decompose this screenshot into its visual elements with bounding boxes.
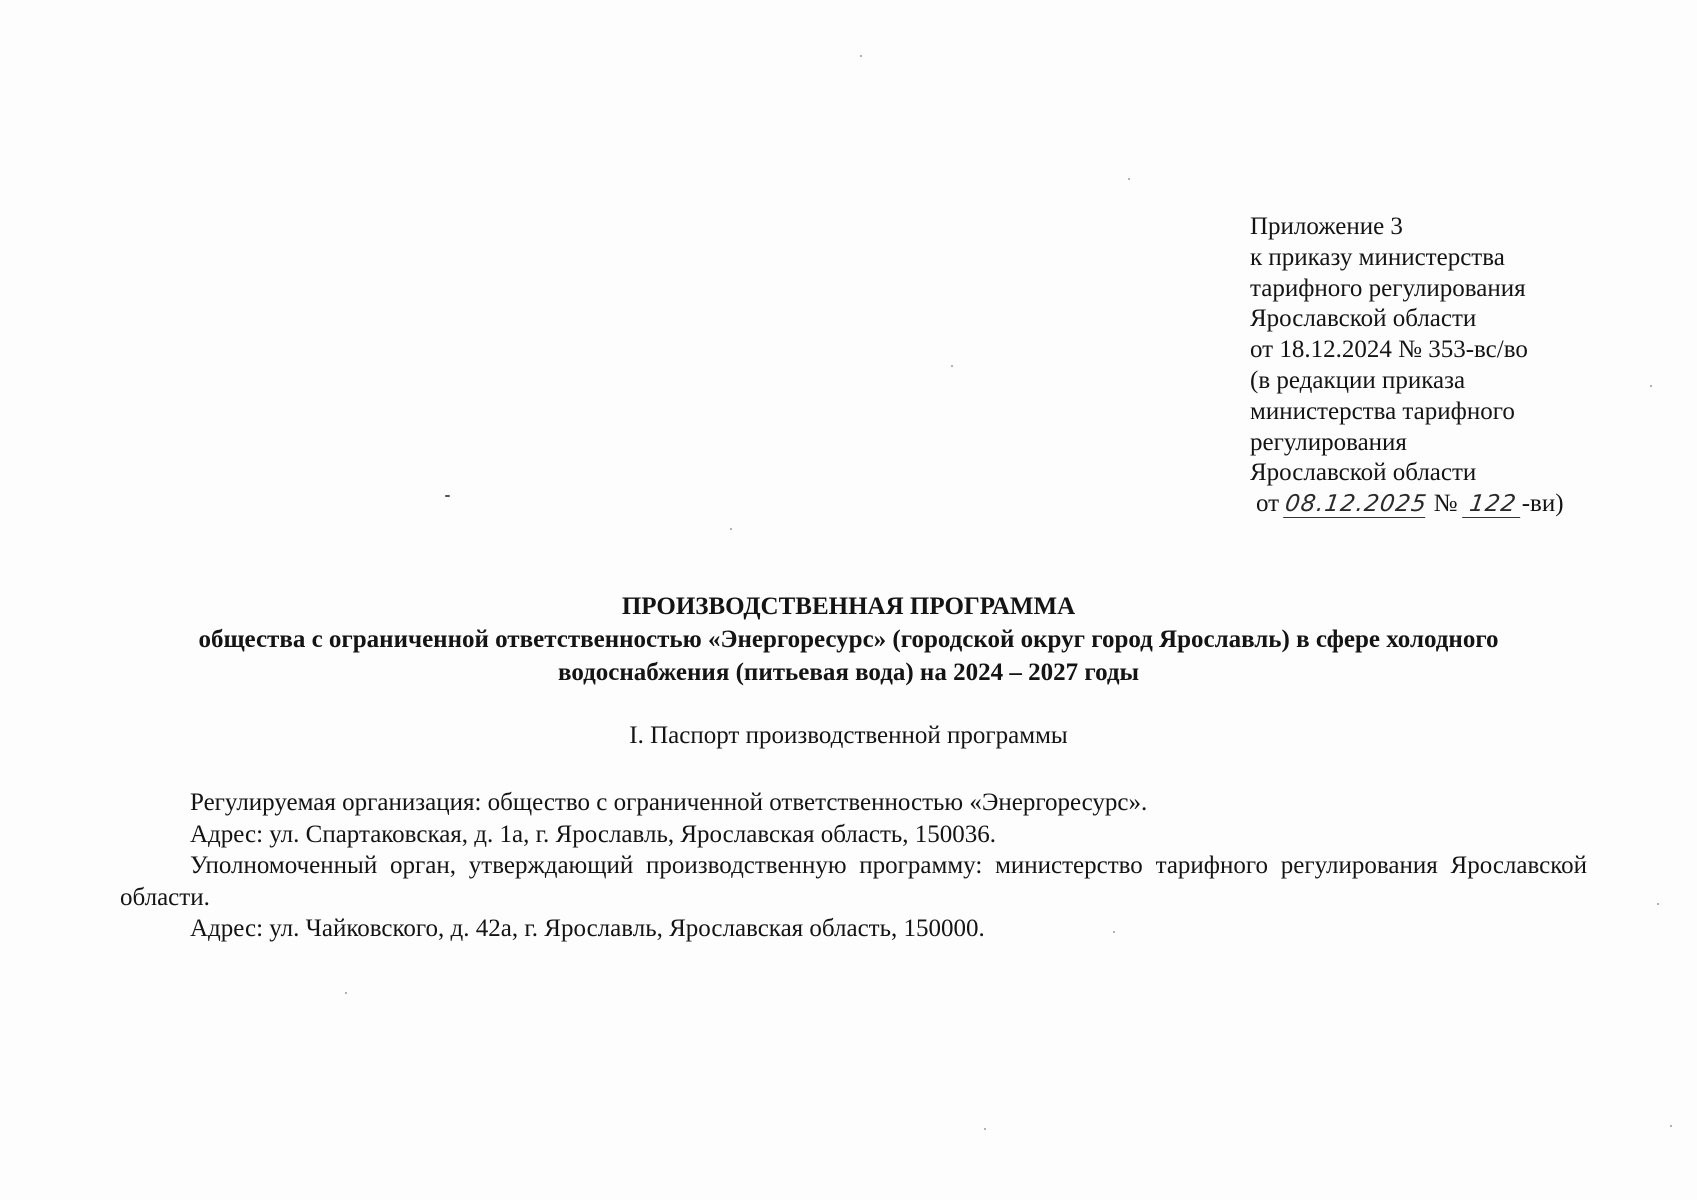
- appendix-line: к приказу министерства: [1250, 243, 1505, 271]
- scan-speck: [445, 495, 450, 497]
- scan-speck: [345, 992, 347, 994]
- appendix-block: [1250, 212, 1670, 520]
- paragraph: Адрес: ул. Чайковского, д. 42а, г. Ярославль, Ярославская область, 150000.: [190, 915, 985, 942]
- appendix-line: от 18.12.2024 № 353-вс/во: [1250, 336, 1528, 364]
- appendix-line: Ярославской области: [1250, 459, 1477, 487]
- appendix-line: Ярославской области: [1250, 305, 1477, 333]
- scan-speck: [1650, 385, 1652, 387]
- paragraph: Адрес: ул. Спартаковская, д. 1а, г. Ярославль, Ярославская область, 150036.: [190, 820, 997, 848]
- section-heading: I. Паспорт производственной программы: [629, 722, 1068, 749]
- scan-speck: [1670, 1125, 1672, 1127]
- date-prefix: от: [1256, 490, 1280, 518]
- appendix-line: Приложение 3: [1250, 213, 1403, 240]
- handwritten-number: 122: [1462, 491, 1524, 518]
- scan-speck: [1657, 903, 1659, 905]
- number-sign: №: [1433, 490, 1458, 518]
- scan-speck: [860, 55, 862, 57]
- document-subtitle: общества с ограниченной ответственностью «Энергоресурс» (городской округ город Ярославль) в сфере холодного водоснабжения (питьевая вода) на 2024 – 2027 годы: [198, 626, 1499, 686]
- passport-body: [120, 787, 1587, 945]
- scan-speck: [984, 1128, 986, 1130]
- handwritten-date: 08.12.2025: [1283, 491, 1430, 518]
- appendix-line: тарифного регулирования: [1250, 274, 1526, 302]
- appendix-line: регулирования: [1250, 428, 1407, 456]
- appendix-line: (в редакции приказа: [1250, 366, 1466, 394]
- amendment-date-line: [1250, 489, 1670, 520]
- paragraph: Регулируемая организация: общество с ограниченной ответственностью «Энергоресурс».: [190, 789, 1148, 816]
- scan-speck: [1128, 178, 1130, 180]
- number-suffix: -ви): [1521, 490, 1564, 518]
- scan-speck: [730, 528, 732, 530]
- paragraph: Уполномоченный орган, утверждающий производственную программу: министерство тарифного регулирования Ярославской области.: [120, 852, 1587, 911]
- document-title: ПРОИЗВОДСТВЕННАЯ ПРОГРАММА: [621, 593, 1076, 620]
- appendix-line: министерства тарифного: [1250, 397, 1515, 425]
- scan-speck: [1113, 931, 1115, 933]
- scan-speck: [951, 365, 953, 367]
